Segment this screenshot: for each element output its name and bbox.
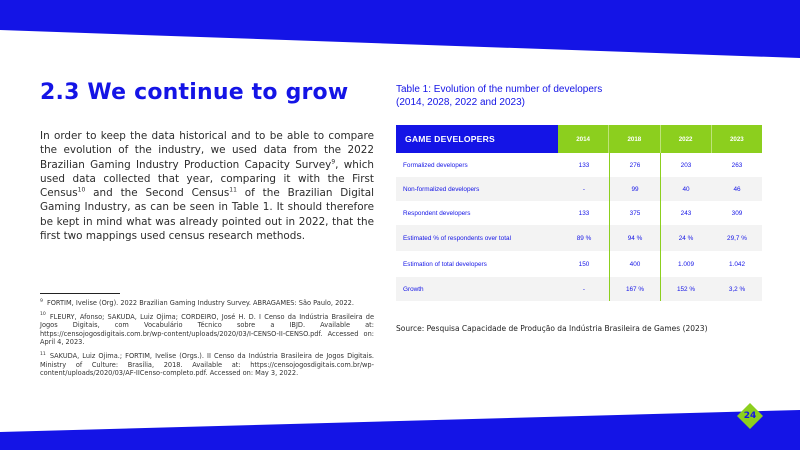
footnote-ref[interactable]: 10: [77, 186, 86, 194]
footnote-number: 11: [40, 351, 46, 357]
body-text-part: , which used data collected that year, comparing it with the First Census: [40, 158, 375, 200]
table-row: [396, 225, 762, 251]
table-header-label: GAME DEVELOPERS: [396, 125, 558, 153]
table-caption-subtitle: (2014, 2028, 2022 and 2023): [396, 96, 525, 108]
table-cell: 400: [609, 251, 660, 277]
footnote-text: FORTIM, Ivelise (Org). 2022 Brazilian Gaming Industry Survey. ABRAGAMES: São Paulo, 2022.: [46, 299, 354, 307]
table-caption: [396, 84, 756, 109]
footnote-ref[interactable]: 9: [331, 158, 336, 166]
table-cell: 276: [609, 153, 660, 177]
table-header-year: 2014: [558, 125, 608, 153]
table-row: [396, 277, 762, 301]
table-cell: 167 %: [609, 277, 660, 301]
table-cell: 3,2 %: [728, 285, 746, 293]
table-row: [396, 177, 762, 201]
table-cell: 243: [660, 201, 711, 225]
page-number: 24: [743, 411, 757, 421]
table-header-row: [396, 125, 762, 153]
table-cell: 1.042: [729, 260, 745, 268]
table-cell: -: [582, 285, 586, 293]
bottom-blue-band: [0, 408, 800, 450]
table-caption-title: Table 1: Evolution of the number of developers: [396, 84, 603, 95]
row-label: Estimation of total developers: [403, 260, 487, 268]
table-cell: 94 %: [609, 225, 660, 251]
table-cell: 40: [660, 177, 711, 201]
table-header-year: 2023: [711, 125, 762, 153]
table-cell: 203: [660, 153, 711, 177]
footnote-text: SAKUDA, Luiz Ojima.; FORTIM, Ivelise (Orgs.). II Censo da Indústria Brasileira de Jogos Digitais. Ministry of Culture: Brasília, 2018. Available at: https://censojogosdigitais.com.br/wp-content/uploads/2020/03/AF-IICenso-completo.pdf. Accessed on: May 3, 2022.: [40, 351, 374, 378]
table-row: [396, 201, 762, 225]
footnote: [40, 313, 374, 347]
footnote-number: 9: [40, 298, 43, 304]
table-cell: 375: [609, 201, 660, 225]
table-cell: 24 %: [660, 225, 711, 251]
body-text-part: of the Brazilian Digital Gaming Industry, as can be seen in Table 1. It should therefore be kept in mind what was already pointed out in 2022, that the first two mappings used census research methods.: [40, 187, 375, 243]
table-header-year: 2022: [660, 125, 711, 153]
body-paragraph: [40, 129, 374, 243]
row-label: Non-formalized developers: [403, 185, 480, 193]
table-cell: 152 %: [660, 277, 711, 301]
table-cell: 29,7 %: [727, 234, 747, 242]
footnote-ref[interactable]: 11: [229, 186, 237, 194]
body-text-part: and the Second Census: [85, 187, 230, 200]
table-cell: 1.009: [660, 251, 711, 277]
footnote-number: 10: [40, 312, 46, 318]
footnote: [40, 299, 374, 308]
top-blue-band: [0, 0, 800, 60]
table-cell: 309: [731, 209, 743, 217]
table-row: [396, 153, 762, 177]
row-label: Respondent developers: [403, 209, 471, 217]
table-cell: 133: [578, 161, 590, 169]
row-label: Estimated % of respondents over total: [403, 234, 511, 242]
table-cell: 89 %: [576, 234, 592, 242]
section-title: 2.3 We continue to grow: [40, 80, 349, 105]
row-label: Formalized developers: [403, 161, 468, 169]
footnote-text: FLEURY, Afonso; SAKUDA, Luiz Ojima; CORDEIRO, José H. D. I Censo da Indústria Brasileira de Jogos Digitais, com Vocabulário Técnico sobre a IBJD. Available at: https://censojogosdigitais.com.br/wp-content/uploads/2020/03/I-CENSO-II-CENSO.pdf. Accessed on: April 4, 2023.: [40, 312, 374, 347]
table-cell: 263: [731, 161, 743, 169]
table-cell: 133: [578, 209, 590, 217]
table-cell: 150: [578, 260, 590, 268]
footnote: [40, 352, 374, 378]
body-text-part: In order to keep the data historical and to be able to compare the evolution of the industry, we used data from the 2022 Brazilian Gaming Industry Production Capacity Survey: [40, 130, 374, 171]
footnotes: [40, 299, 374, 383]
developers-table: [396, 125, 762, 301]
table-cell: -: [582, 185, 586, 193]
table-cell: 99: [609, 177, 660, 201]
table-cell: 46: [733, 185, 741, 193]
table-header-year: 2018: [608, 125, 659, 153]
footnote-divider: [40, 293, 120, 294]
table-source: Source: Pesquisa Capacidade de Produção da Indústria Brasileira de Games (2023): [396, 324, 708, 333]
table-row: [396, 251, 762, 277]
row-label: Growth: [403, 285, 424, 293]
